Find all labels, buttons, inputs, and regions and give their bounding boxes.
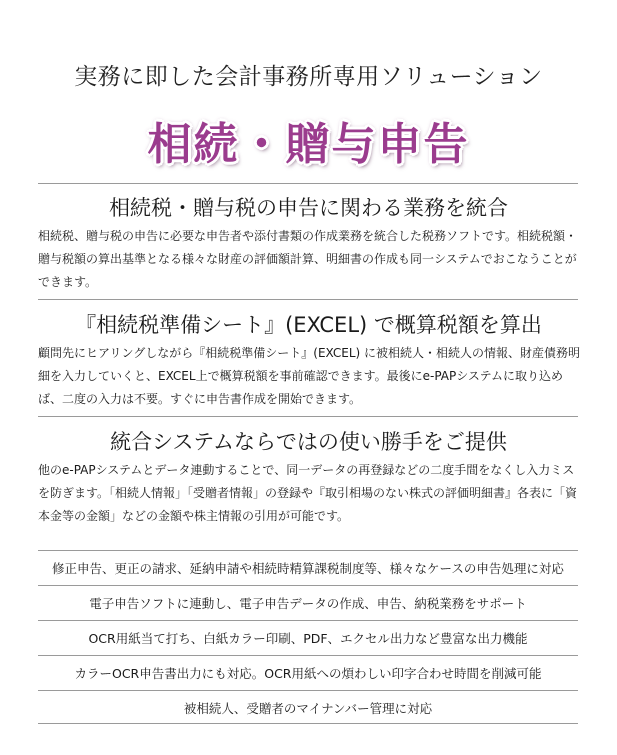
- section-heading: 相続税・贈与税の申告に関わる業務を統合: [109, 196, 508, 220]
- divider: [38, 620, 578, 621]
- divider: [38, 690, 578, 691]
- feature-item: カラーOCR申告書出力にも対応。OCR用紙への煩わしい印字合わせ時間を削減可能: [74, 666, 542, 681]
- divider: [38, 299, 578, 300]
- page-subtitle: 実務に即した会計事務所専用ソリューション: [74, 64, 543, 90]
- section-body: 顧問先にヒアリングしながら『相続税準備シート』(EXCEL) に被相続人・相続人の情報、財産債務明細を入力していくと、EXCEL上で概算税額を事前確認できます。最後にe-PAPシステムに取り込めば、二度の入力は不要。すぐに申告書作成を開始できます。: [38, 346, 581, 406]
- feature-item: 被相続人、受贈者のマイナンバー管理に対応: [183, 701, 433, 716]
- divider: [38, 183, 578, 184]
- section-body: 他のe-PAPシステムとデータ連動することで、同一データの再登録などの二度手間をなくし入力ミスを防ぎます。「相続人情報」「受贈者情報」の登録や『取引相場のない株式の評価明細書』各表に「資本金等の金額」などの金額や株主情報の引用が可能です。: [38, 463, 578, 523]
- divider: [38, 416, 578, 417]
- section-heading: 『相続税準備シート』(EXCEL) で概算税額を算出: [75, 313, 542, 337]
- divider: [38, 655, 578, 656]
- feature-item: 電子申告ソフトに連動し、電子申告データの作成、申告、納税業務をサポート: [89, 596, 527, 611]
- feature-item: OCR用紙当て打ち、白紙カラー印刷、PDF、エクセル出力など豊富な出力機能: [88, 631, 528, 646]
- section-heading: 統合システムならではの使い勝手をご提供: [110, 430, 507, 454]
- feature-item: 修正申告、更正の請求、延納申請や相続時精算課税制度等、様々なケースの申告処理に対応: [52, 561, 564, 576]
- divider: [38, 550, 578, 551]
- divider: [38, 585, 578, 586]
- section-body: 相続税、贈与税の申告に必要な申告者や添付書類の作成業務を統合した税務ソフトです。相続税額・贈与税額の算出基準となる様々な財産の評価額計算、明細書の作成も同一システムでおこなうことができます。: [38, 229, 578, 289]
- divider: [38, 723, 578, 724]
- page-title: 相続・贈与申告: [147, 119, 470, 170]
